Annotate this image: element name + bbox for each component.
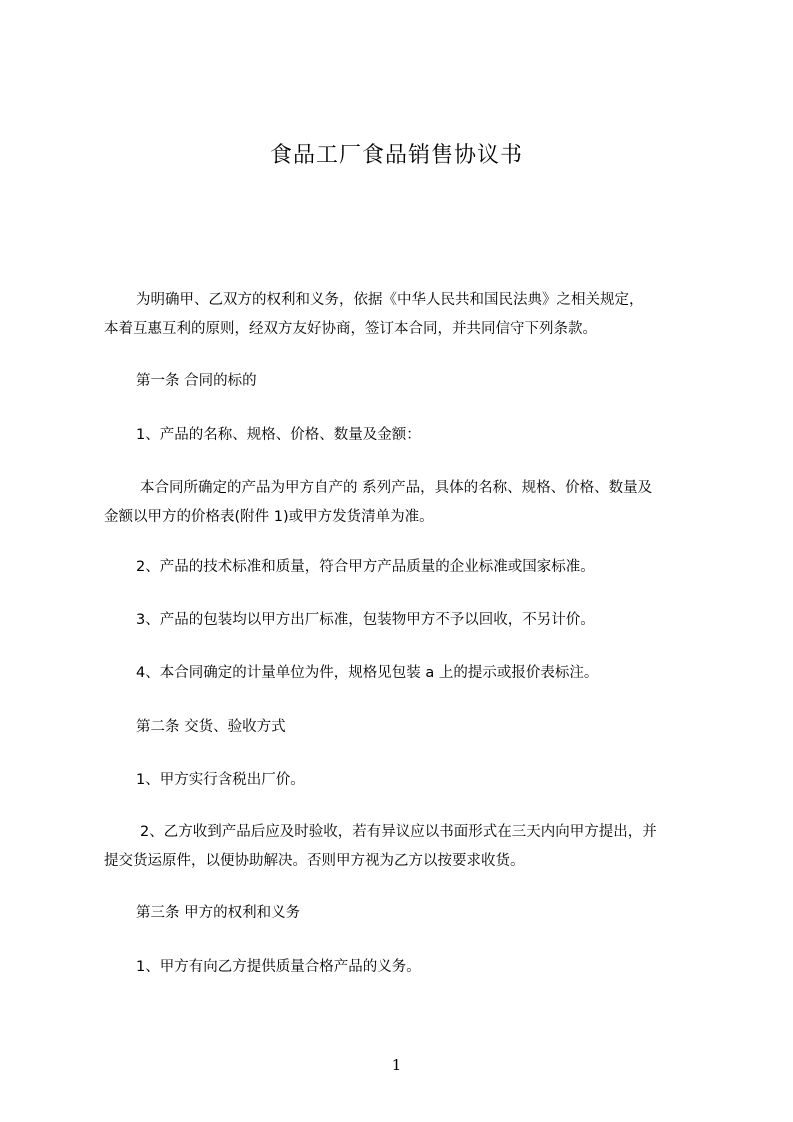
article-3-heading: 第三条 甲方的权利和义务	[136, 905, 301, 921]
article-1-item-1-detail-line-2: 金额以甲方的价格表(附件 1)或甲方发货清单为准。	[104, 509, 434, 525]
preamble-line-1: 为明确甲、乙双方的权利和义务，依据《中华人民共和国民法典》之相关规定，	[136, 292, 644, 308]
article-1-item-2: 2、产品的技术标准和质量，符合甲方产品质量的企业标准或国家标准。	[136, 559, 595, 575]
article-2-item-2-line-2: 提交货运原件，以便协助解决。否则甲方视为乙方以按要求收货。	[104, 853, 525, 869]
article-1-item-1-detail-line-1: 本合同所确定的产品为甲方自产的 系列产品，具体的名称、规格、价格、数量及	[140, 480, 653, 496]
preamble-line-2: 本着互惠互利的原则，经双方友好协商，签订本合同，并共同信守下列条款。	[104, 321, 597, 337]
article-1-heading: 第一条 合同的标的	[136, 373, 257, 389]
article-1-item-3: 3、产品的包装均以甲方出厂标准，包装物甲方不予以回收，不另计价。	[136, 612, 595, 628]
document-title: 食品工厂食品销售协议书	[269, 143, 523, 168]
preamble-paragraph	[104, 286, 714, 344]
article-1-item-1: 1、产品的名称、规格、价格、数量及金额：	[136, 427, 421, 443]
article-2-item-2	[104, 818, 714, 876]
article-2-item-2-line-1: 2、乙方收到产品后应及时验收，若有异议应以书面形式在三天内向甲方提出，并	[140, 824, 657, 840]
page-number: 1	[391, 1056, 402, 1074]
article-2-heading: 第二条 交货、验收方式	[136, 719, 286, 735]
article-1-item-4: 4、本合同确定的计量单位为件，规格见包装 a 上的提示或报价表标注。	[136, 665, 599, 681]
article-3-item-1: 1、甲方有向乙方提供质量合格产品的义务。	[136, 959, 421, 975]
article-2-item-1: 1、甲方实行含税出厂价。	[136, 772, 305, 788]
article-1-item-1-detail	[104, 474, 714, 532]
